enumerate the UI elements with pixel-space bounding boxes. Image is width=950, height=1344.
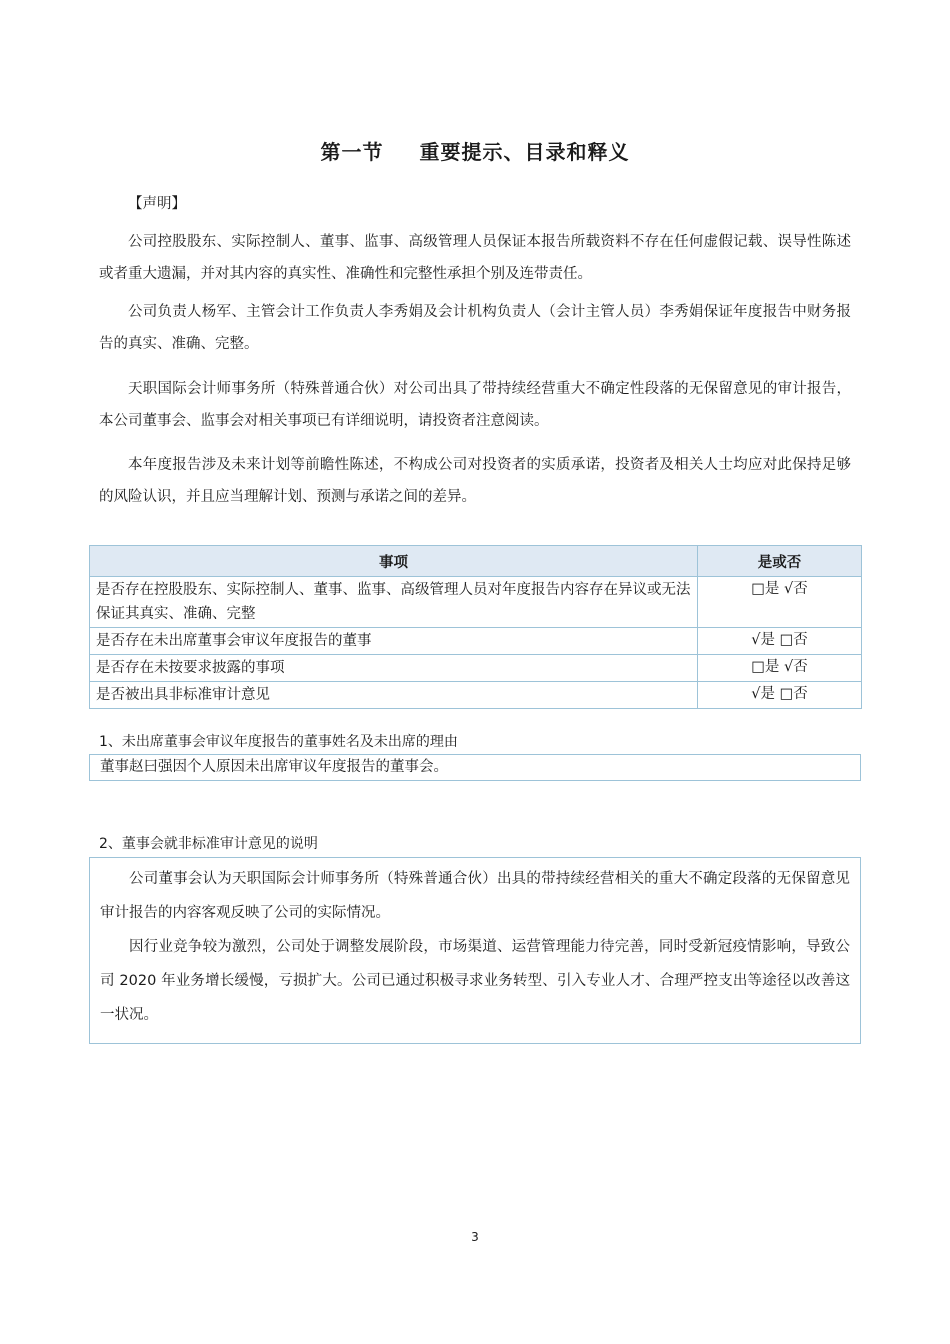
matters-table xyxy=(89,545,862,709)
answer-cell: □是 √否 xyxy=(698,577,862,628)
matter-cell: 是否被出具非标准审计意见 xyxy=(90,682,698,709)
matter-cell: 是否存在未出席董事会审议年度报告的董事 xyxy=(90,628,698,655)
table-row xyxy=(90,577,862,628)
nonstandard-opinion-heading: 2、董事会就非标准审计意见的说明 xyxy=(99,836,318,852)
absent-directors-content: 董事赵曰强因个人原因未出席审议年度报告的董事会。 xyxy=(100,759,448,775)
declaration-paragraph-2: 公司负责人杨军、主管会计工作负责人李秀娟及会计机构负责人（会计主管人员）李秀娟保证年度报告中财务报告的真实、准确、完整。 xyxy=(99,304,851,352)
declaration-paragraph-4: 本年度报告涉及未来计划等前瞻性陈述，不构成公司对投资者的实质承诺，投资者及相关人士均应对此保持足够的风险认识，并且应当理解计划、预测与承诺之间的差异。 xyxy=(99,457,851,505)
table-row xyxy=(90,655,862,682)
section-number: 第一节 xyxy=(320,140,384,164)
answer-cell: √是 □否 xyxy=(698,682,862,709)
section-title-text: 重要提示、目录和释义 xyxy=(419,140,630,164)
opinion-paragraph-2: 因行业竞争较为激烈，公司处于调整发展阶段，市场渠道、运营管理能力待完善，同时受新冠疫情影响，导致公司 2020 年业务增长缓慢，亏损扩大。公司已通过积极寻求业务转型、引入专业人才、合理严控支出等途径以改善这一状况。 xyxy=(100,939,850,1023)
table-header-row xyxy=(90,546,862,577)
table-row xyxy=(90,628,862,655)
absent-directors-box xyxy=(89,754,861,781)
matter-cell: 是否存在控股股东、实际控制人、董事、监事、高级管理人员对年度报告内容存在异议或无法保证其真实、准确、完整 xyxy=(90,577,698,628)
declaration-paragraph-3: 天职国际会计师事务所（特殊普通合伙）对公司出具了带持续经营重大不确定性段落的无保留意见的审计报告，本公司董事会、监事会对相关事项已有详细说明，请投资者注意阅读。 xyxy=(99,381,851,429)
header-matter: 事项 xyxy=(90,546,698,577)
header-yes-no: 是或否 xyxy=(698,546,862,577)
declaration-heading: 【声明】 xyxy=(128,196,186,212)
answer-cell: □是 √否 xyxy=(698,655,862,682)
page-number: 3 xyxy=(471,1230,479,1244)
nonstandard-opinion-box xyxy=(89,857,861,1044)
section-title xyxy=(0,136,950,165)
matter-cell: 是否存在未按要求披露的事项 xyxy=(90,655,698,682)
absent-directors-heading: 1、未出席董事会审议年度报告的董事姓名及未出席的理由 xyxy=(99,734,458,750)
answer-cell: √是 □否 xyxy=(698,628,862,655)
opinion-paragraph-1: 公司董事会认为天职国际会计师事务所（特殊普通合伙）出具的带持续经营相关的重大不确定段落的无保留意见审计报告的内容客观反映了公司的实际情况。 xyxy=(100,871,850,921)
table-row xyxy=(90,682,862,709)
declaration-paragraph-1: 公司控股股东、实际控制人、董事、监事、高级管理人员保证本报告所载资料不存在任何虚假记载、误导性陈述或者重大遗漏，并对其内容的真实性、准确性和完整性承担个别及连带责任。 xyxy=(99,234,851,282)
